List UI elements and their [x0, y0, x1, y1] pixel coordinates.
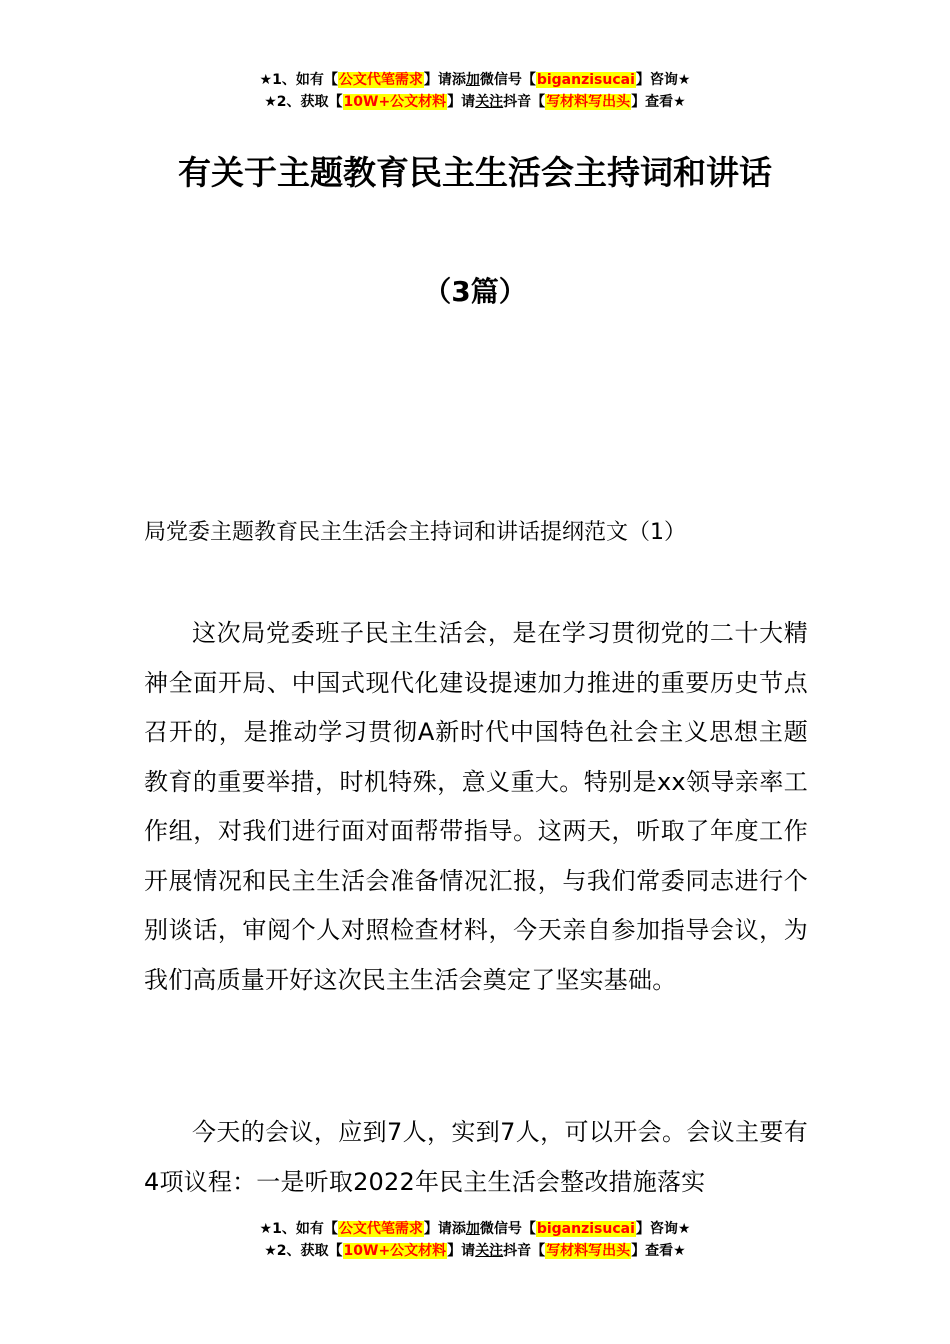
- promo-highlight: 公文代笔需求: [338, 72, 423, 88]
- promo-line-2: [0, 1240, 950, 1262]
- promo-text: 】请: [447, 1243, 476, 1259]
- promo-underlined: 加: [465, 1221, 480, 1237]
- promo-line-2: [0, 91, 950, 113]
- promo-line-1: [0, 69, 950, 91]
- promo-text: 】请添: [423, 72, 466, 88]
- promo-text: 】请添: [423, 1221, 466, 1237]
- promo-highlight: biganzisucai: [536, 1221, 635, 1237]
- section-heading: 局党委主题教育民主生活会主持词和讲话提纲范文（1）: [144, 520, 686, 545]
- promo-text: ★2、获取【: [264, 1243, 343, 1259]
- promo-highlight: 写材料写出头: [546, 1243, 631, 1259]
- promo-text: 】咨询★: [635, 72, 691, 88]
- body-paragraph: 今天的会议，应到7人，实到7人，可以开会。会议主要有4项议程：一是听取2022年民主生活会整改措施落实: [144, 1118, 808, 1196]
- promo-highlight: 写材料写出头: [546, 94, 631, 110]
- promo-text: ★1、如有【: [259, 72, 338, 88]
- document-title: 有关于主题教育民主生活会主持词和讲话: [178, 153, 772, 192]
- promo-underlined: 关注: [475, 1243, 504, 1259]
- document-subtitle: （3篇）: [423, 275, 527, 308]
- promo-text: 微信号【: [479, 72, 536, 88]
- promo-footer: [0, 1218, 950, 1262]
- promo-underlined: 加: [465, 72, 480, 88]
- promo-text: 】查看★: [631, 1243, 686, 1259]
- promo-line-1: [0, 1218, 950, 1240]
- promo-highlight: biganzisucai: [536, 72, 635, 88]
- promo-text: 抖音【: [503, 94, 546, 110]
- promo-highlight: 10W+公文材料: [343, 94, 447, 110]
- body-paragraph: 这次局党委班子民主生活会，是在学习贯彻党的二十大精神全面开局、中国式现代化建设提速加力推进的重要历史节点召开的，是推动学习贯彻A新时代中国特色社会主义思想主题教育的重要举措，时机特殊，意义重大。特别是xx领导亲率工作组，对我们进行面对面帮带指导。这两天，听取了年度工作开展情况和民主生活会准备情况汇报，与我们常委同志进行个别谈话，审阅个人对照检查材料，今天亲自参加指导会议，为我们高质量开好这次民主生活会奠定了坚实基础。: [144, 619, 808, 994]
- promo-highlight: 公文代笔需求: [338, 1221, 423, 1237]
- promo-text: 】咨询★: [635, 1221, 691, 1237]
- promo-text: ★1、如有【: [259, 1221, 338, 1237]
- promo-text: 】查看★: [631, 94, 686, 110]
- promo-text: 】请: [447, 94, 476, 110]
- promo-text: 抖音【: [503, 1243, 546, 1259]
- promo-text: ★2、获取【: [264, 94, 343, 110]
- promo-header: [0, 69, 950, 113]
- promo-highlight: 10W+公文材料: [343, 1243, 447, 1259]
- promo-underlined: 关注: [475, 94, 504, 110]
- promo-text: 微信号【: [479, 1221, 536, 1237]
